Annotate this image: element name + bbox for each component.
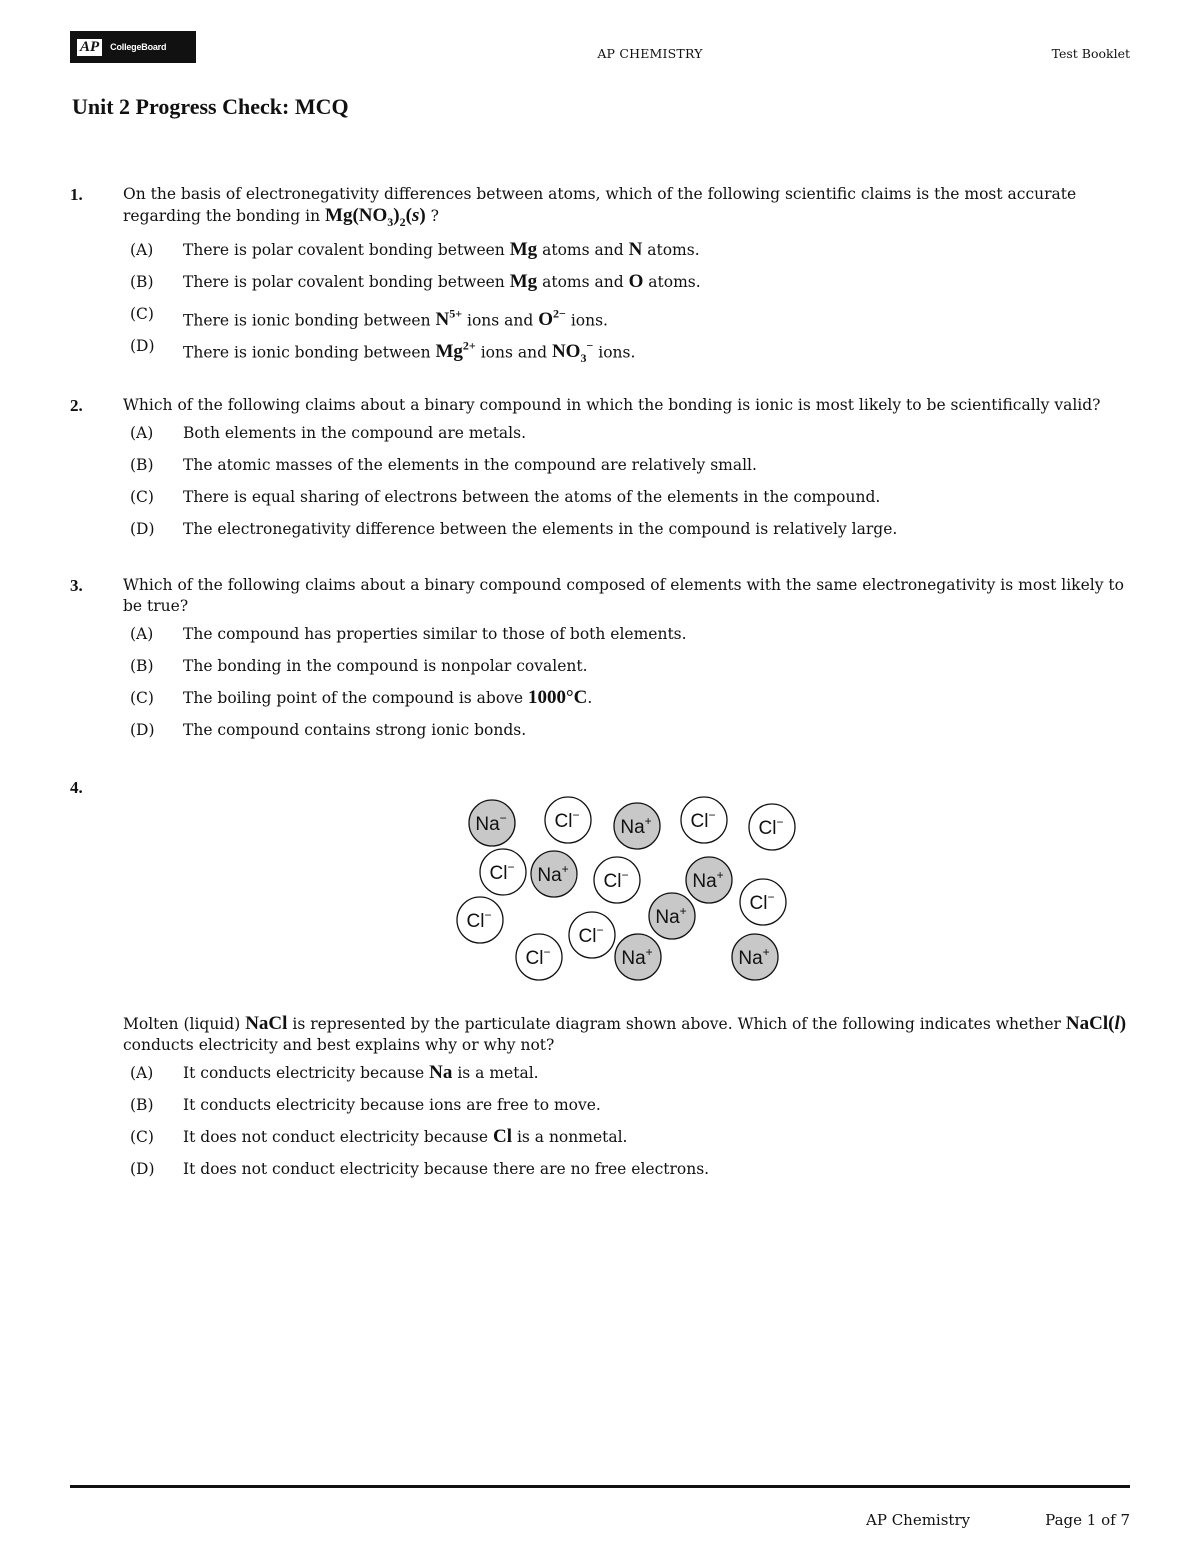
choice-text: It does not conduct electricity because Cl is a nonmetal. xyxy=(183,1126,628,1147)
svg-text:Na+: Na+ xyxy=(655,904,687,928)
chloride-ion xyxy=(457,897,503,943)
choice-label: (D) xyxy=(130,520,155,538)
choice-text: It conducts electricity because Na is a metal. xyxy=(183,1062,539,1083)
choice-text: There is ionic bonding between $Mg^{2+}$ ions and $NO_3^-$ ions. xyxy=(183,338,636,365)
stem-text-end: ? xyxy=(430,207,439,225)
choice-d[interactable] xyxy=(130,1153,1132,1185)
svg-text:Cl−: Cl− xyxy=(603,868,629,892)
question-1 xyxy=(70,184,1132,365)
sodium-ion xyxy=(686,857,732,903)
question-3 xyxy=(70,575,1132,746)
choice-label: (B) xyxy=(130,657,154,675)
chloride-ion xyxy=(545,797,591,843)
svg-text:Cl−: Cl− xyxy=(554,808,580,832)
chloride-ion xyxy=(740,879,786,925)
svg-text:Cl−: Cl− xyxy=(578,923,604,947)
choice-label: (A) xyxy=(130,1064,154,1082)
page-title: Unit 2 Progress Check: MCQ xyxy=(72,94,349,119)
choice-label: (C) xyxy=(130,689,154,707)
choice-label: (D) xyxy=(130,336,155,355)
formula-nacl: NaCl xyxy=(245,1013,288,1034)
choice-text: It conducts electricity because ions are free to move. xyxy=(183,1096,601,1114)
choice-text: The electronegativity difference between the elements in the compound is relatively large. xyxy=(183,520,898,538)
question-number: 2. xyxy=(70,396,83,415)
question-stem: Which of the following claims about a binary compound in which the bonding is ionic is most likely to be scientifically valid? xyxy=(123,396,1101,414)
choice-text: There is polar covalent bonding between Mg atoms and O atoms. xyxy=(183,270,701,292)
choice-label: (C) xyxy=(130,1128,154,1146)
question-number: 4. xyxy=(70,778,83,797)
svg-text:Na+: Na+ xyxy=(738,945,770,969)
sodium-ion xyxy=(614,803,660,849)
choice-label: (A) xyxy=(130,424,154,442)
choice-label: (B) xyxy=(130,272,154,291)
question-stem: Molten (liquid) NaCl is represented by the particulate diagram shown above. Which of the following indicates whether NaCl(l) conducts electricity and best explains why or why not? xyxy=(123,1013,1127,1054)
choice-label: (D) xyxy=(130,721,155,739)
choice-label: (B) xyxy=(130,456,154,474)
choice-a[interactable] xyxy=(130,234,1132,266)
svg-text:Cl−: Cl− xyxy=(758,815,784,839)
choice-a[interactable] xyxy=(130,618,1132,650)
question-number: 3. xyxy=(70,576,83,595)
choice-c[interactable] xyxy=(130,682,1132,714)
chloride-ion xyxy=(569,912,615,958)
choice-text: Both elements in the compound are metals. xyxy=(183,424,527,442)
formula: Mg xyxy=(509,270,538,292)
choice-b[interactable] xyxy=(130,1089,1132,1121)
choice-c[interactable] xyxy=(130,1121,1132,1153)
choice-d[interactable] xyxy=(130,513,1132,545)
choice-label: (C) xyxy=(130,488,154,506)
formula-mg-no3-2: $Mg(NO_3)_2(s)$ xyxy=(325,205,426,229)
choice-text: There is ionic bonding between $N^{5+}$ ions and $O^{2-}$ ions. xyxy=(183,306,608,331)
svg-text:Na+: Na+ xyxy=(620,814,652,838)
choice-text: There is polar covalent bonding between Mg atoms and N atoms. xyxy=(183,238,700,260)
choice-c[interactable] xyxy=(130,298,1132,330)
choice-text: The compound has properties similar to those of both elements. xyxy=(183,625,687,643)
formula: O xyxy=(628,270,644,292)
svg-text:Cl−: Cl− xyxy=(749,890,775,914)
chloride-ion xyxy=(516,934,562,980)
choice-text: There is equal sharing of electrons between the atoms of the elements in the compound. xyxy=(183,488,881,506)
svg-text:Na+: Na+ xyxy=(621,945,653,969)
question-2 xyxy=(70,395,1132,545)
svg-text:Cl−: Cl− xyxy=(489,860,515,884)
sodium-ion xyxy=(615,934,661,980)
formula: Cl xyxy=(493,1126,512,1147)
particulate-diagram xyxy=(452,790,802,990)
choice-text: The atomic masses of the elements in the compound are relatively small. xyxy=(183,456,757,474)
chloride-ion xyxy=(749,804,795,850)
question-stem xyxy=(123,184,1132,233)
chloride-ion xyxy=(681,797,727,843)
choice-label: (D) xyxy=(130,1160,155,1178)
logo-collegeboard-text: CollegeBoard xyxy=(110,42,167,52)
formula: Mg xyxy=(509,238,538,260)
logo-ap-mark: AP xyxy=(77,39,102,56)
sodium-ion xyxy=(469,800,515,846)
formula: $N^{5+}$ xyxy=(435,306,463,331)
footer-divider xyxy=(70,1485,1130,1488)
sodium-ion xyxy=(649,893,695,939)
choice-text: It does not conduct electricity because there are no free electrons. xyxy=(183,1160,710,1178)
choice-label: (A) xyxy=(130,625,154,643)
chloride-ion xyxy=(594,857,640,903)
formula-temperature: 1000°C xyxy=(528,687,588,708)
choice-a[interactable] xyxy=(130,417,1132,449)
svg-text:Na−: Na− xyxy=(475,811,507,835)
question-stem: Which of the following claims about a binary compound composed of elements with the same electronegativity is most likely to be true? xyxy=(123,576,1124,615)
choice-text: The boiling point of the compound is above 1000°C. xyxy=(183,687,593,708)
svg-text:Cl−: Cl− xyxy=(466,908,492,932)
formula-nacl-liquid: NaCl(l) xyxy=(1065,1013,1127,1034)
formula: $NO_3^-$ xyxy=(551,338,594,365)
choice-b[interactable] xyxy=(130,449,1132,481)
question-number: 1. xyxy=(70,185,83,204)
formula: N xyxy=(628,238,643,260)
svg-text:Na+: Na+ xyxy=(692,868,724,892)
footer-page-number: Page 1 of 7 xyxy=(1045,1511,1130,1529)
question-4-body xyxy=(70,1013,1132,1185)
choice-label: (C) xyxy=(130,304,154,323)
choice-c[interactable] xyxy=(130,481,1132,513)
formula: $O^{2-}$ xyxy=(538,306,566,331)
choice-label: (A) xyxy=(130,240,154,259)
sodium-ion xyxy=(531,851,577,897)
sodium-ion xyxy=(732,934,778,980)
stem-text: On the basis of electronegativity differences between atoms, which of the following scientific claims is the most accurate regarding the bonding in xyxy=(123,185,1077,225)
choice-label: (B) xyxy=(130,1096,154,1114)
choice-d[interactable] xyxy=(130,714,1132,746)
choice-b[interactable] xyxy=(130,266,1132,298)
header-subject: AP CHEMISTRY xyxy=(597,46,703,61)
choice-d[interactable] xyxy=(130,330,1132,365)
chloride-ion xyxy=(480,849,526,895)
choice-text: The bonding in the compound is nonpolar covalent. xyxy=(183,657,588,675)
header-booklet-label: Test Booklet xyxy=(1051,46,1130,61)
footer-subject: AP Chemistry xyxy=(866,1511,971,1529)
choice-b[interactable] xyxy=(130,650,1132,682)
svg-text:Cl−: Cl− xyxy=(525,945,551,969)
formula: $Mg^{2+}$ xyxy=(435,338,476,363)
formula: Na xyxy=(429,1062,453,1083)
svg-text:Cl−: Cl− xyxy=(690,808,716,832)
choice-text: The compound contains strong ionic bonds. xyxy=(183,721,527,739)
choice-a[interactable] xyxy=(130,1057,1132,1089)
svg-text:Na+: Na+ xyxy=(537,862,569,886)
